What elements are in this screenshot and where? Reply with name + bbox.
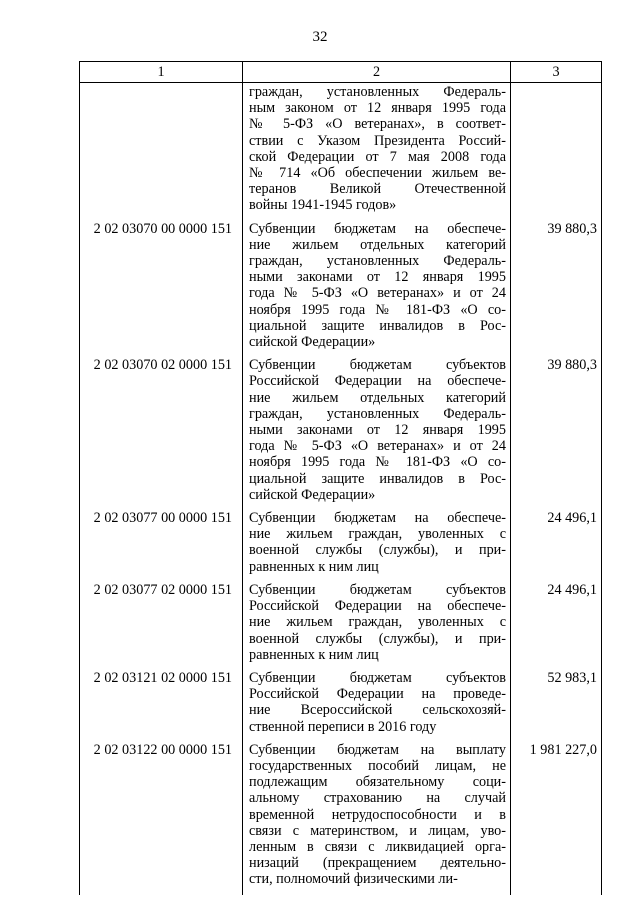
description-line: ние жильем отдельных категорий bbox=[249, 389, 506, 406]
description-cell bbox=[243, 357, 511, 510]
description-line: связи с материнством, и лицам, уво- bbox=[249, 822, 506, 839]
description-line: ным законом от 12 января 1995 года bbox=[249, 100, 506, 117]
budget-table bbox=[79, 61, 602, 895]
description-line: военной службы (службы), и при- bbox=[249, 542, 506, 559]
description-line: ние жильем отдельных категорий bbox=[249, 236, 506, 253]
description-line: ноября 1995 года № 181-ФЗ «О со- bbox=[249, 301, 506, 318]
description-cell bbox=[243, 221, 511, 358]
description-line: Субвенции бюджетам на выплату bbox=[249, 741, 506, 758]
description-line: года № 5-ФЗ «О ветеранах» и от 24 bbox=[249, 285, 506, 302]
description-line: сти, полномочий физическими ли- bbox=[249, 871, 458, 888]
description-line: равненных к ним лиц bbox=[249, 558, 379, 575]
budget-code-cell bbox=[80, 83, 243, 221]
column-header-1: 1 bbox=[80, 62, 243, 83]
description-line: Субвенции бюджетам субъектов bbox=[249, 581, 506, 598]
description-line: ской Федерации от 7 мая 2008 года bbox=[249, 148, 506, 165]
description-line: циальной защите инвалидов в Рос- bbox=[249, 317, 506, 334]
description-line: ными законами от 12 января 1995 bbox=[249, 422, 506, 439]
budget-code-cell: 2 02 03070 02 0000 151 bbox=[80, 357, 243, 510]
description-line: Субвенции бюджетам субъектов bbox=[249, 357, 506, 374]
table-row bbox=[80, 670, 602, 742]
description-line: граждан, установленных Федераль- bbox=[249, 84, 506, 100]
table-row bbox=[80, 83, 602, 221]
description-line: военной службы (службы), и при- bbox=[249, 630, 506, 647]
amount-cell: 24 496,1 bbox=[511, 510, 602, 582]
table-header-row bbox=[80, 62, 602, 83]
description-line: равненных к ним лиц bbox=[249, 646, 379, 663]
table-row bbox=[80, 742, 602, 895]
budget-code-cell: 2 02 03077 02 0000 151 bbox=[80, 582, 243, 670]
description-line: ноября 1995 года № 181-ФЗ «О со- bbox=[249, 454, 506, 471]
description-cell bbox=[243, 582, 511, 670]
description-line: Субвенции бюджетам на обеспече- bbox=[249, 510, 506, 527]
column-header-3: 3 bbox=[511, 62, 602, 83]
page-number: 32 bbox=[312, 29, 328, 45]
description-line: ние Всероссийской сельскохозяй- bbox=[249, 702, 506, 719]
budget-code-cell: 2 02 03122 00 0000 151 bbox=[80, 742, 243, 895]
description-line: альному страхованию на случай bbox=[249, 790, 506, 807]
column-header-2: 2 bbox=[243, 62, 511, 83]
description-line: граждан, установленных Федераль- bbox=[249, 253, 506, 270]
description-cell bbox=[243, 83, 511, 221]
description-line: ствии с Указом Президента Россий- bbox=[249, 132, 506, 149]
amount-cell: 39 880,3 bbox=[511, 221, 602, 358]
description-line: граждан, установленных Федераль- bbox=[249, 405, 506, 422]
amount-cell: 52 983,1 bbox=[511, 670, 602, 742]
description-line: ными законами от 12 января 1995 bbox=[249, 269, 506, 286]
description-cell bbox=[243, 510, 511, 582]
budget-code-cell: 2 02 03070 00 0000 151 bbox=[80, 221, 243, 358]
description-line: Субвенции бюджетам на обеспече- bbox=[249, 220, 506, 237]
amount-cell bbox=[511, 83, 602, 221]
description-line: циальной защите инвалидов в Рос- bbox=[249, 470, 506, 487]
description-line: войны 1941-1945 годов» bbox=[249, 197, 397, 214]
description-line: сийской Федерации» bbox=[249, 486, 376, 503]
table-row bbox=[80, 582, 602, 670]
table-row bbox=[80, 221, 602, 358]
amount-cell: 1 981 227,0 bbox=[511, 742, 602, 895]
description-line: государственных пособий лицам, не bbox=[249, 757, 506, 774]
description-line: подлежащим обязательному соци- bbox=[249, 774, 506, 791]
description-cell bbox=[243, 742, 511, 895]
description-line: временной нетрудоспособности и в bbox=[249, 806, 506, 823]
description-line: ние жильем граждан, уволенных с bbox=[249, 526, 506, 543]
table-row bbox=[80, 510, 602, 582]
description-line: Российской Федерации на проведе- bbox=[249, 686, 506, 703]
description-line: Субвенции бюджетам субъектов bbox=[249, 669, 506, 686]
description-line: сийской Федерации» bbox=[249, 334, 376, 351]
description-line: ние жильем граждан, уволенных с bbox=[249, 614, 506, 631]
description-line: теранов Великой Отечественной bbox=[249, 181, 506, 198]
description-line: ственной переписи в 2016 году bbox=[249, 718, 437, 735]
table-row bbox=[80, 357, 602, 510]
budget-code-cell: 2 02 03077 00 0000 151 bbox=[80, 510, 243, 582]
description-line: низаций (прекращением деятельно- bbox=[249, 855, 506, 872]
description-line: № 5-ФЗ «О ветеранах», в соответ- bbox=[249, 116, 506, 133]
amount-cell: 24 496,1 bbox=[511, 582, 602, 670]
description-line: ленным в связи с ликвидацией орга- bbox=[249, 838, 506, 855]
description-line: Российской Федерации на обеспече- bbox=[249, 373, 506, 390]
budget-code-cell: 2 02 03121 02 0000 151 bbox=[80, 670, 243, 742]
description-line: Российской Федерации на обеспече- bbox=[249, 598, 506, 615]
table-body bbox=[80, 83, 602, 895]
description-cell bbox=[243, 670, 511, 742]
amount-cell: 39 880,3 bbox=[511, 357, 602, 510]
description-line: года № 5-ФЗ «О ветеранах» и от 24 bbox=[249, 438, 506, 455]
description-line: № 714 «Об обеспечении жильем ве- bbox=[249, 165, 506, 182]
